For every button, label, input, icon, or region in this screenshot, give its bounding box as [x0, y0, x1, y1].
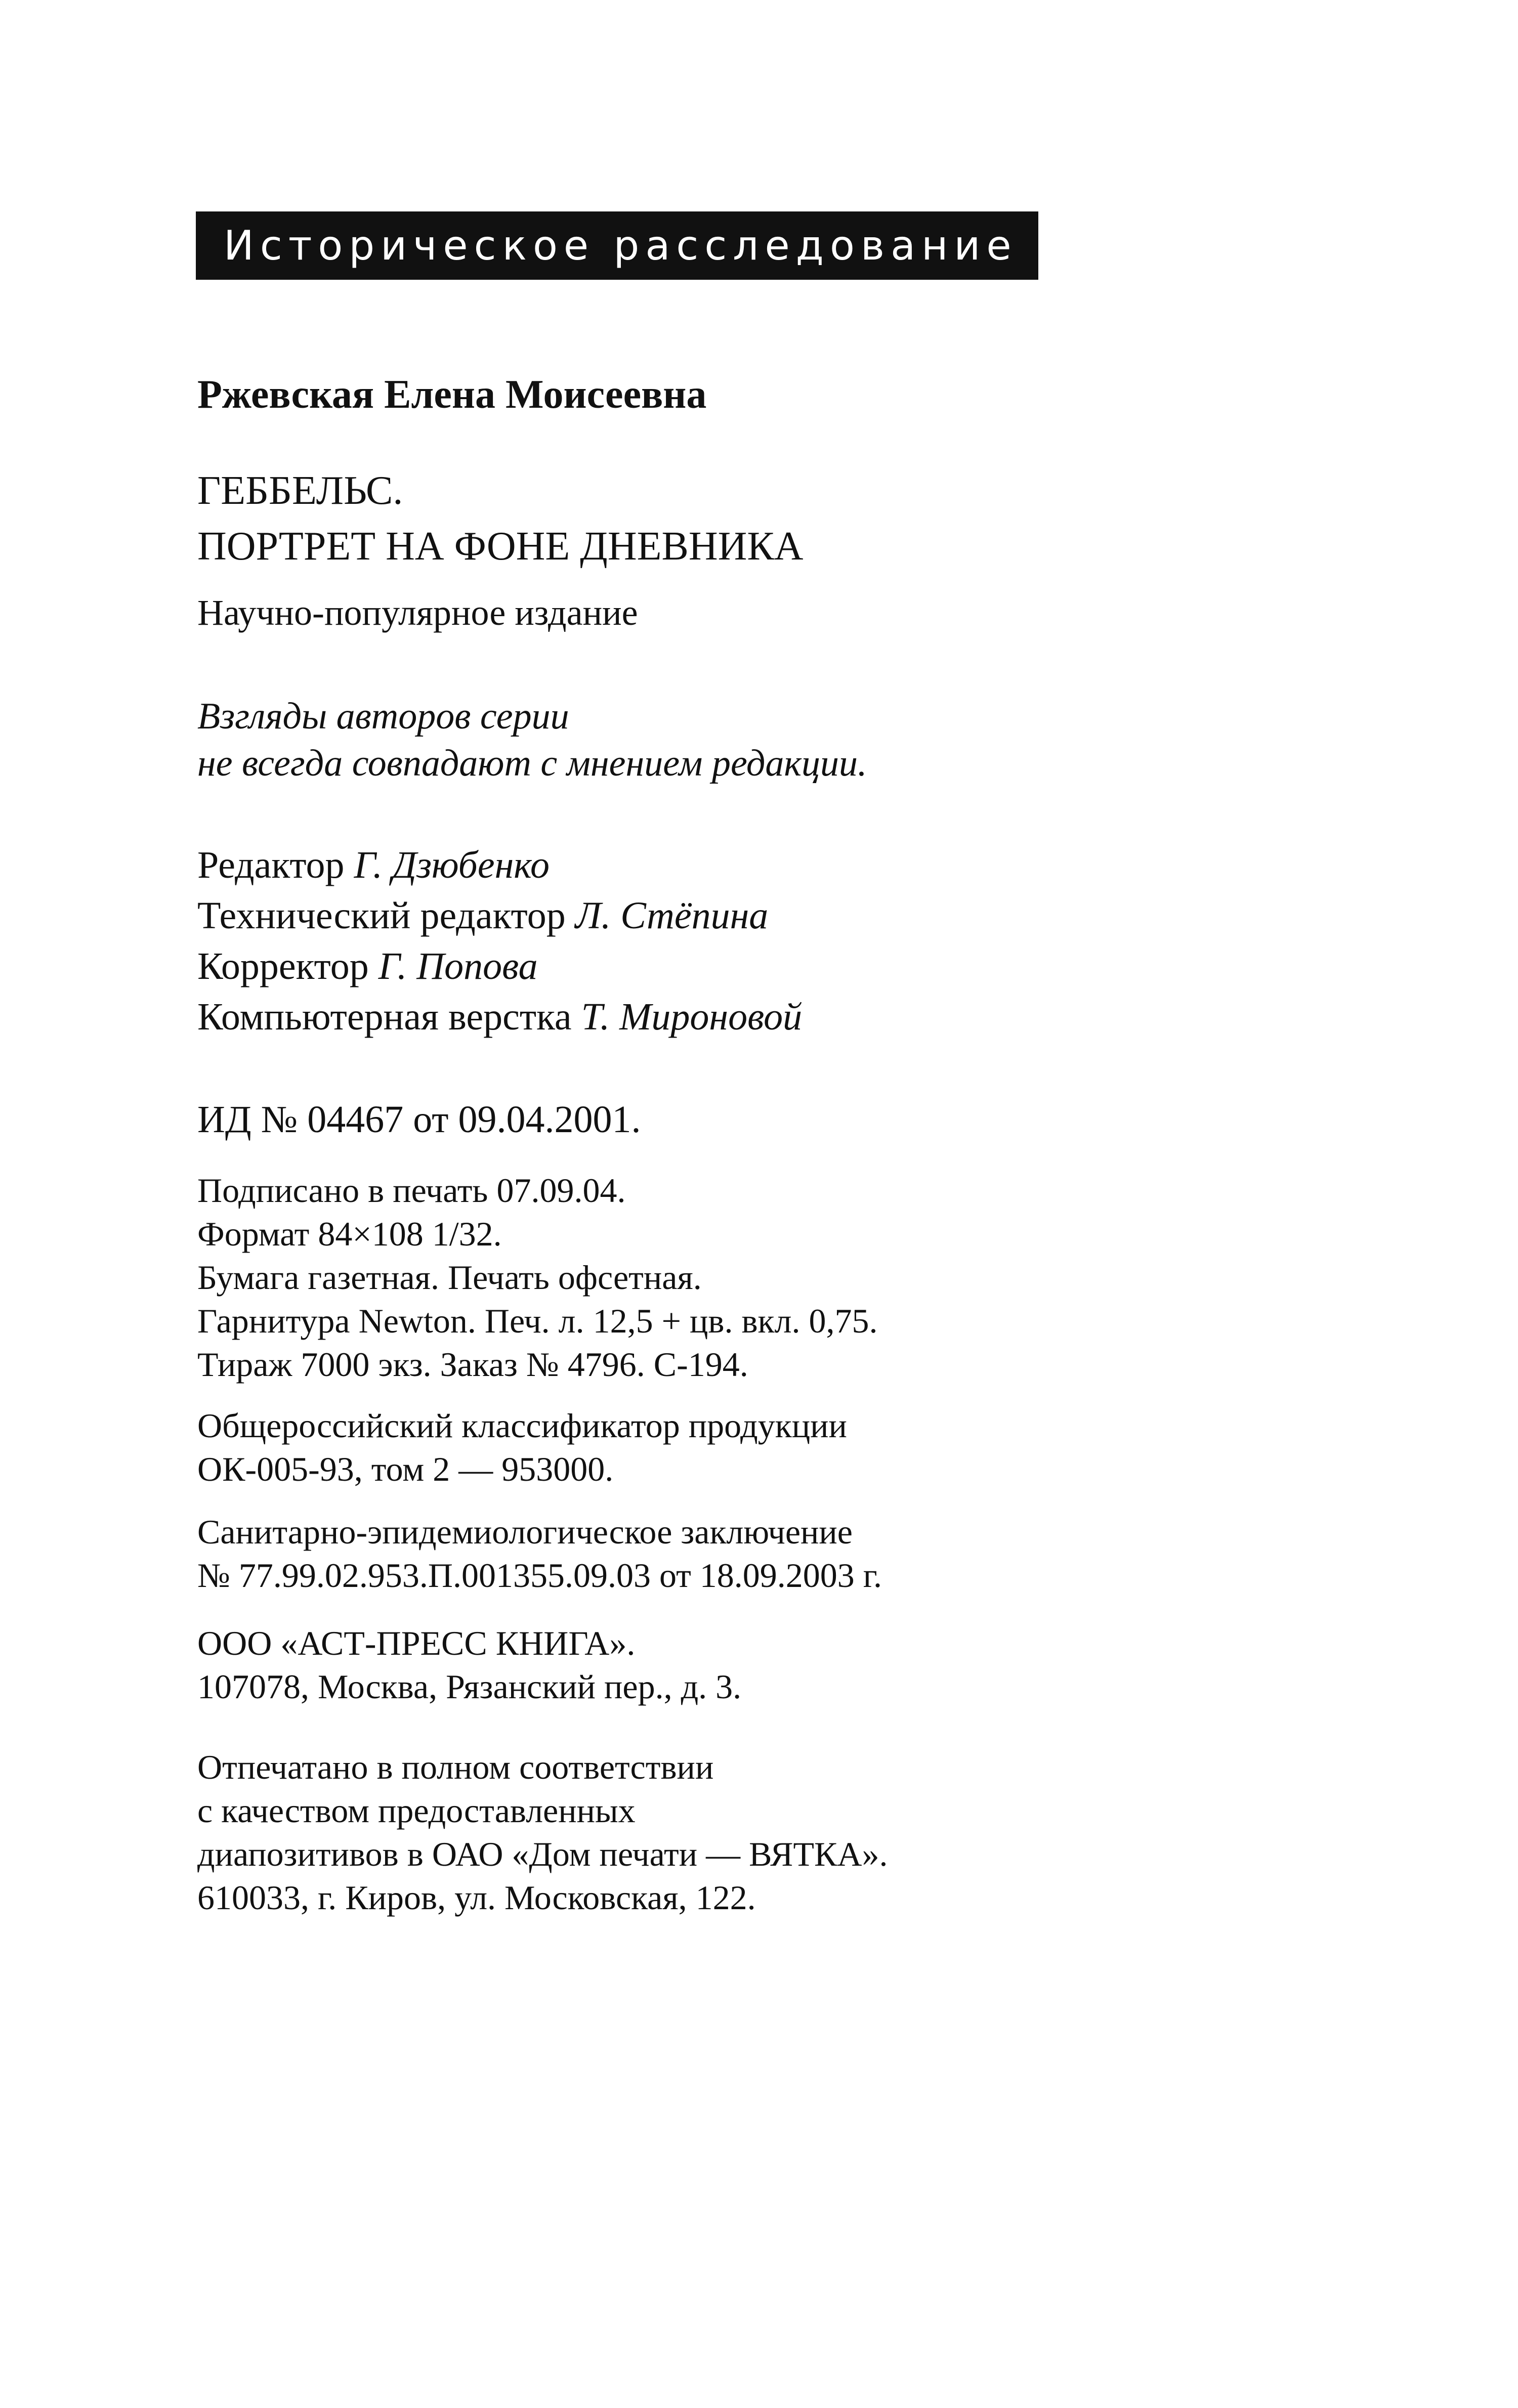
- title-line: ПОРТРЕТ НА ФОНЕ ДНЕВНИКА: [197, 524, 804, 569]
- credit-role: Компьютерная верстка: [197, 996, 572, 1038]
- credit-person: Л. Стёпина: [575, 894, 769, 937]
- disclaimer-line: не всегда совпадают с мнением редакции.: [197, 743, 867, 784]
- publisher-line: ООО «АСТ-ПРЕСС КНИГА».: [197, 1624, 636, 1662]
- print-data-line: Бумага газетная. Печать офсетная.: [197, 1258, 702, 1297]
- print-data-line: Формат 84×108 1/32.: [197, 1215, 502, 1253]
- sanitary-line: № 77.99.02.953.П.001355.09.03 от 18.09.2003 г.: [197, 1556, 882, 1595]
- classifier-line: Общероссийский классификатор продукции: [197, 1406, 847, 1445]
- credit-editor: [197, 840, 802, 890]
- credit-person: Г. Дзюбенко: [354, 844, 550, 886]
- credit-layout: [197, 992, 802, 1042]
- book-title: [197, 463, 804, 574]
- print-data: [197, 1169, 878, 1386]
- product-classifier: [197, 1404, 847, 1491]
- license-number: ИД № 04467 от 09.04.2001.: [197, 1098, 641, 1141]
- print-data-line: Тираж 7000 экз. Заказ № 4796. С-194.: [197, 1345, 748, 1384]
- print-data-line: Гарнитура Newton. Печ. л. 12,5 + цв. вкл. 0,75.: [197, 1302, 878, 1340]
- credit-role: Корректор: [197, 945, 369, 987]
- credit-proofreader: [197, 941, 802, 992]
- classifier-line: ОК-005-93, том 2 — 953000.: [197, 1450, 614, 1488]
- sanitary-certificate: [197, 1510, 882, 1597]
- edition-type: Научно-популярное издание: [197, 592, 638, 633]
- author-name: Ржевская Елена Моисеевна: [197, 372, 707, 417]
- publisher-line: 107078, Москва, Рязанский пер., д. 3.: [197, 1667, 742, 1706]
- sanitary-line: Санитарно-эпидемиологическое заключение: [197, 1513, 853, 1551]
- credit-tech-editor: [197, 890, 802, 941]
- printer-info: [197, 1745, 888, 1919]
- credits: [197, 840, 802, 1042]
- title-line: ГЕББЕЛЬС.: [197, 468, 403, 513]
- series-banner: Историческое расследование: [196, 211, 1038, 280]
- credit-person: Г. Попова: [378, 945, 538, 987]
- printer-line: 610033, г. Киров, ул. Московская, 122.: [197, 1878, 756, 1917]
- publisher-info: [197, 1621, 741, 1708]
- printer-line: с качеством предоставленных: [197, 1791, 636, 1830]
- credit-role: Технический редактор: [197, 894, 566, 937]
- printer-line: Отпечатано в полном соответствии: [197, 1748, 714, 1786]
- disclaimer-line: Взгляды авторов серии: [197, 696, 569, 737]
- print-data-line: Подписано в печать 07.09.04.: [197, 1171, 626, 1210]
- credit-role: Редактор: [197, 844, 345, 886]
- printer-line: диапозитивов в ОАО «Дом печати — ВЯТКА».: [197, 1835, 888, 1873]
- disclaimer: [197, 693, 867, 787]
- credit-person: Т. Мироновой: [581, 996, 803, 1038]
